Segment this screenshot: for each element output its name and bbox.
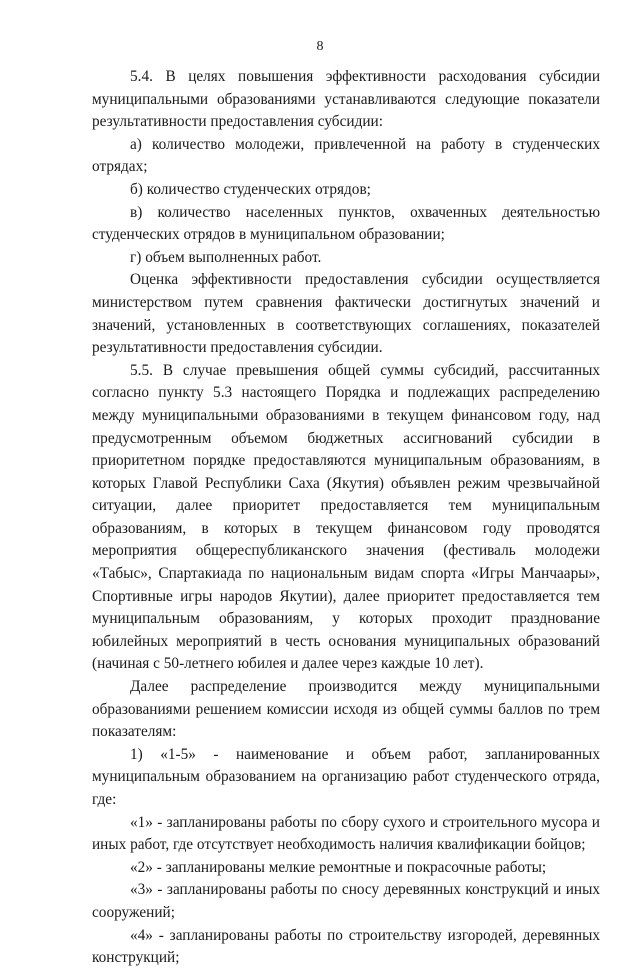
document-body	[92, 66, 600, 970]
paragraph-5-5: 5.5. В случае превышения общей суммы субсидий, рассчитанных согласно пункту 5.3 настоящего Порядка и подлежащих распределению между муниципальными образованиями в текущем финансовом году, над предусмотренным объемом бюджетных ассигнований субсидии в приоритетном порядке предоставляются муниципальным образованиям, в которых Главой Республики Саха (Якутия) объявлен режим чрезвычайной ситуации, далее приоритет предоставляется тем муниципальным образованиям, в которых в текущем финансовом году проводятся мероприятия общереспубликанского значения (фестиваль молодежи «Табыс», Спартакиада по национальным видам спорта «Игры Манчаары», Спортивные игры народов Якутии), далее приоритет предоставляется тем муниципальным образованиям, у которых проходит празднование юбилейных мероприятий в честь основания муниципальных образований (начиная с 50-летнего юбилея и далее через каждые 10 лет).	[92, 361, 600, 673]
score-3: «3» - запланированы работы по сносу деревянных конструкций и иных сооружений;	[92, 881, 600, 921]
list-item-b: б) количество студенческих отрядов;	[130, 180, 371, 198]
list-item-a: а) количество молодежи, привлеченной на работу в студенческих отрядах;	[92, 135, 600, 176]
list-item-g: г) объем выполненных работ.	[130, 248, 322, 266]
page-number: 8	[316, 39, 324, 54]
paragraph-5-4: 5.4. В целях повышения эффективности расходования субсидии муниципальными образованиями устанавливаются следующие показатели результативности предоставления субсидии:	[92, 68, 600, 131]
score-1: «1» - запланированы работы по сбору сухого и строительного мусора и иных работ, где отсутствует необходимость наличия квалификации бойцов;	[92, 813, 600, 854]
paragraph-evaluation: Оценка эффективности предоставления субсидии осуществляется министерством путем сравнения фактически достигнутых значений и значений, установленных в соответствующих соглашениях, показателей результативности предоставления субсидии.	[92, 271, 600, 357]
list-item-v: в) количество населенных пунктов, охваченных деятельностью студенческих отрядов в муниципальном образовании;	[92, 203, 600, 244]
criterion-1: 1) «1-5» - наименование и объем работ, запланированных муниципальным образованием на организацию работ студенческого отряда, где:	[92, 745, 600, 808]
score-2: «2» - запланированы мелкие ремонтные и покрасочные работы;	[130, 858, 547, 876]
score-4: «4» - запланированы работы по строительству изгородей, деревянных конструкций;	[92, 926, 600, 967]
paragraph-distribution: Далее распределение производится между муниципальными образованиями решением комиссии исходя из общей суммы баллов по трем показателям:	[92, 678, 600, 741]
